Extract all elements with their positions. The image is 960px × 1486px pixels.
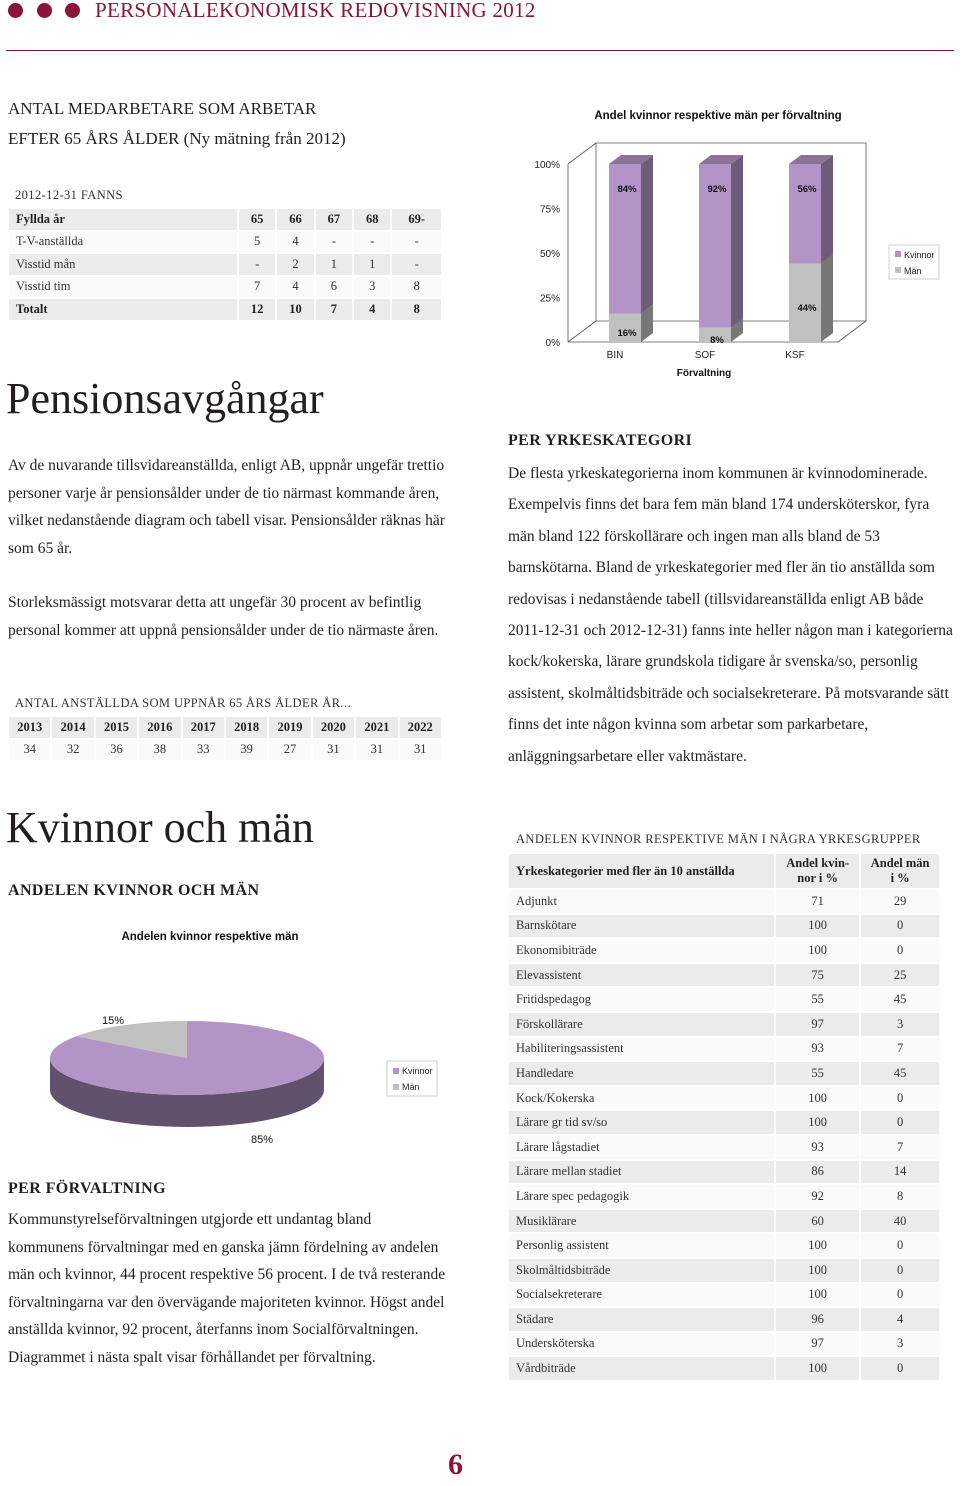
table-row [509, 1111, 939, 1134]
table-cell: 6 [316, 277, 352, 298]
header-andel-kvinnor [776, 854, 859, 888]
bar-ksf-kvinnor [789, 164, 821, 264]
andel-man-value: 0 [861, 1087, 939, 1110]
andel-man-value: 7 [861, 1136, 939, 1159]
page-number: 6 [448, 1448, 463, 1481]
bar-chart-x-label: Förvaltning [676, 368, 732, 379]
table-cell: Totalt [9, 299, 237, 320]
andel-kvinnor-value: 75 [776, 964, 859, 987]
andel-kvinnor-value: 86 [776, 1161, 859, 1184]
table-cell: 27 [269, 740, 310, 761]
andel-kvinnor-value: 100 [776, 939, 859, 962]
bar-legend-swatch-kvinnor [895, 251, 901, 257]
table-row [509, 1136, 939, 1159]
pension-table-label: ANTAL ANSTÄLLDA SOM UPPNÅR 65 ÅRS ÅLDER ÅR... [15, 696, 352, 710]
bar-data-label: 56% [797, 184, 817, 195]
andel-man-value: 0 [861, 1284, 939, 1307]
table-cell: - [239, 254, 275, 275]
table-cell: 7 [316, 299, 352, 320]
yrke-name: Städare [509, 1308, 774, 1331]
x-category-label: KSF [785, 350, 805, 361]
andel-man-value: 4 [861, 1308, 939, 1331]
yrke-name: Elevassistent [509, 964, 774, 987]
table-cell: - [354, 232, 390, 253]
table-cell: 2014 [52, 717, 93, 738]
table-row [9, 299, 441, 320]
andel-kvinnor-value: 55 [776, 1062, 859, 1085]
yrke-name: Förskollärare [509, 1013, 774, 1036]
header-andel-kvinnor-line2: nor i % [797, 871, 838, 885]
yrkeskategori-text: De flesta yrkeskategorierna inom kommunen är kvinnodominerade. Exempelvis finns det bara fem män bland 174 undersköterskor, fyra män bland 122 förskollärare och ingen man alls bland de 53 barnskötarna. Bland de yrkeskategorier med fler än tio anställda som redovisas i nedanstående tabell (tillsvidareanställda enligt AB både 2011-12-31 och 2012-12-31) fanns inte heller någon man i kategorierna kock/kokerska, lärare grundskola tidigare år svenska/so, personlig assistent, skolmåltidsbiträde och socialsekreterare. På motsvarande sätt finns det inte någon kvinna som arbetar som parkarbetare, anläggningsarbetare eller vaktmästare. [508, 465, 953, 765]
pie-label-kvinnor: 85% [251, 1134, 274, 1146]
pie-chart [0, 915, 460, 1155]
table-cell: 2015 [96, 717, 137, 738]
bar-data-label: 8% [710, 334, 724, 346]
table-cell: 69- [392, 209, 441, 230]
yrke-name: Fritidspedagog [509, 988, 774, 1011]
bar-chart-title: Andel kvinnor respektive män per förvaltning [594, 110, 842, 122]
gender-subheading: ANDELEN KVINNOR OCH MÄN [8, 882, 260, 899]
table-cell: - [392, 232, 441, 253]
yrke-name: Kock/Kokerska [509, 1087, 774, 1110]
table-row [509, 1210, 939, 1233]
yrke-name: Lärare mellan stadiet [509, 1161, 774, 1184]
table-row [9, 254, 441, 275]
header-yrkeskategori: Yrkeskategorier med fler än 10 anställda [509, 854, 774, 888]
andel-man-value: 3 [861, 1013, 939, 1036]
gender-title: Kvinnor och män [6, 803, 314, 852]
andel-kvinnor-value: 55 [776, 988, 859, 1011]
table-row [509, 1284, 939, 1307]
y-tick-label: 25% [539, 293, 560, 305]
bar-data-label: 92% [707, 184, 727, 195]
table-row [509, 890, 939, 913]
table-cell: 36 [96, 740, 137, 761]
andel-man-value: 0 [861, 1234, 939, 1257]
header-andel-man-line2: i % [890, 871, 910, 885]
table-row [509, 1062, 939, 1085]
andel-man-value: 0 [861, 915, 939, 938]
table-row [9, 232, 441, 253]
bar-legend-kvinnor: Kvinnor [904, 250, 935, 260]
table-cell: 67 [316, 209, 352, 230]
pie-legend-kvinnor: Kvinnor [402, 1066, 433, 1076]
table-cell: 2016 [139, 717, 180, 738]
y-tick-label: 75% [539, 204, 560, 216]
table-cell: 2 [277, 254, 313, 275]
yrkes-table-label: ANDELEN KVINNOR RESPEKTIVE MÄN I NÅGRA YRKESGRUPPER [516, 832, 921, 846]
pension-title: Pensionsavgångar [6, 374, 324, 423]
table-cell: 12 [239, 299, 275, 320]
pie-legend-man: Män [402, 1082, 420, 1092]
over65-heading-line2: EFTER 65 ÅRS ÅLDER (Ny mätning från 2012) [8, 129, 346, 148]
yrke-name: Skolmåltidsbiträde [509, 1259, 774, 1282]
table-cell: 66 [277, 209, 313, 230]
andel-kvinnor-value: 100 [776, 915, 859, 938]
table-cell: 31 [400, 740, 441, 761]
table-cell: Visstid tim [9, 277, 237, 298]
pension-paragraph-2: Storleksmässigt motsvarar detta att ungefär 30 procent av befintlig personal kommer att uppnå pensionsålder under de tio närmaste åren. [8, 594, 439, 639]
andel-man-value: 7 [861, 1038, 939, 1061]
andel-kvinnor-value: 96 [776, 1308, 859, 1331]
pie-legend-swatch-man [393, 1084, 399, 1090]
table-cell: 10 [277, 299, 313, 320]
header-divider [6, 50, 954, 51]
per-forvaltning-text: Kommunstyrelseförvaltningen utgjorde ett undantag bland kommunens förvaltningar med en ganska jämn fördelning av andelen män och kvinnor, 44 procent respektive 56 procent. I de två resterande förvaltningarna var den övervägande majoriteten kvinnor. Högst andel anställda kvinnor, 92 procent, återfanns inom Socialförvaltningen. Diagrammet i nästa spalt visar förhållandet per förvaltning. [8, 1211, 446, 1366]
andel-kvinnor-value: 100 [776, 1284, 859, 1307]
andel-kvinnor-value: 100 [776, 1357, 859, 1380]
andel-man-value: 0 [861, 1259, 939, 1282]
table-cell: 39 [226, 740, 267, 761]
pie-legend-swatch-kvinnor [393, 1068, 399, 1074]
x-category-label: SOF [694, 350, 716, 361]
andel-man-value: 0 [861, 1357, 939, 1380]
yrkes-table-body [509, 890, 939, 1380]
table-cell: 2013 [9, 717, 50, 738]
y-tick-label: 0% [545, 338, 560, 349]
andel-kvinnor-value: 97 [776, 1013, 859, 1036]
table-row [509, 915, 939, 938]
bar-data-label: 16% [617, 327, 637, 339]
over65-table [7, 207, 443, 322]
andel-kvinnor-value: 100 [776, 1259, 859, 1282]
andel-man-value: 0 [861, 1111, 939, 1134]
over65-heading-line1: ANTAL MEDARBETARE SOM ARBETAR [8, 99, 317, 118]
yrke-name: Personlig assistent [509, 1234, 774, 1257]
bar-data-label: 84% [617, 184, 637, 195]
pension-years-table [7, 715, 443, 762]
table-cell: 33 [183, 740, 224, 761]
table-header-row [509, 854, 939, 888]
table-cell: T-V-anställda [9, 232, 237, 253]
table-cell: 8 [392, 299, 441, 320]
yrke-name: Ekonomibiträde [509, 939, 774, 962]
yrke-name: Undersköterska [509, 1333, 774, 1356]
andel-man-value: 3 [861, 1333, 939, 1356]
yrke-name: Barnskötare [509, 915, 774, 938]
table-row [509, 1234, 939, 1257]
table-row [509, 1161, 939, 1184]
table-row [9, 717, 441, 738]
table-cell: 1 [354, 254, 390, 275]
header-andel-kvinnor-line1: Andel kvin- [786, 856, 850, 870]
yrke-name: Socialsekreterare [509, 1284, 774, 1307]
yrke-name: Lärare lågstadiet [509, 1136, 774, 1159]
table-cell: 31 [356, 740, 397, 761]
yrke-name: Handledare [509, 1062, 774, 1085]
andel-kvinnor-value: 60 [776, 1210, 859, 1233]
table-row [9, 209, 441, 230]
header-andel-man [861, 854, 939, 888]
table-cell: 4 [354, 299, 390, 320]
table-cell: Visstid mån [9, 254, 237, 275]
andel-kvinnor-value: 100 [776, 1234, 859, 1257]
andel-man-value: 45 [861, 988, 939, 1011]
pension-paragraph-1: Av de nuvarande tillsvidareanställda, enligt AB, uppnår ungefär trettio personer varje år pensionsålder under de tio närmast kommande åren, vilket nedanstående diagram och tabell visar. Pensionsålder räknas här som 65 år. [8, 457, 445, 557]
bar-side [821, 255, 833, 342]
pie-chart-title: Andelen kvinnor respektive män [121, 931, 299, 943]
table-cell: 8 [392, 277, 441, 298]
bar-side [821, 155, 833, 264]
table-row [509, 1185, 939, 1208]
table-cell: Fyllda år [9, 209, 237, 230]
x-category-label: BIN [606, 350, 624, 361]
table-cell: 1 [316, 254, 352, 275]
bar-chart-y-ticks [534, 160, 560, 349]
table-row [509, 1308, 939, 1331]
table-cell: 31 [313, 740, 354, 761]
table-cell: 2020 [313, 717, 354, 738]
andel-man-value: 29 [861, 890, 939, 913]
table-cell: 2022 [400, 717, 441, 738]
yrkeskategori-heading: PER YRKESKATEGORI [508, 432, 693, 449]
andel-kvinnor-value: 92 [776, 1185, 859, 1208]
table-cell: - [392, 254, 441, 275]
y-tick-label: 50% [539, 249, 560, 260]
andel-kvinnor-value: 71 [776, 890, 859, 913]
yrke-name: Vårdbiträde [509, 1357, 774, 1380]
table-cell: 2018 [226, 717, 267, 738]
andel-kvinnor-value: 100 [776, 1087, 859, 1110]
bar-data-label: 44% [797, 302, 817, 314]
table-row [509, 964, 939, 987]
y-tick-label: 100% [534, 160, 560, 171]
table-cell: 2019 [269, 717, 310, 738]
table-cell: 32 [52, 740, 93, 761]
page-header-title: PERSONALEKONOMISK REDOVISNING 2012 [95, 0, 536, 22]
table-row [509, 1259, 939, 1282]
table-row [509, 1357, 939, 1380]
yrke-name: Lärare gr tid sv/so [509, 1111, 774, 1134]
table-row [509, 988, 939, 1011]
per-forvaltning-heading: PER FÖRVALTNING [8, 1180, 166, 1197]
bar-chart-categories [607, 350, 805, 361]
table-cell: 5 [239, 232, 275, 253]
andel-kvinnor-value: 93 [776, 1038, 859, 1061]
table-cell: 2021 [356, 717, 397, 738]
yrke-name: Lärare spec pedagogik [509, 1185, 774, 1208]
table-row [9, 740, 441, 761]
table-row [509, 1038, 939, 1061]
bar-chart-bars [609, 155, 833, 346]
table-cell: 34 [9, 740, 50, 761]
table-cell: 2017 [183, 717, 224, 738]
andel-man-value: 40 [861, 1210, 939, 1233]
andel-kvinnor-value: 100 [776, 1111, 859, 1134]
yrke-name: Habiliteringsassistent [509, 1038, 774, 1061]
bar-legend-swatch-man [895, 267, 901, 273]
pie-label-man: 15% [102, 1015, 125, 1027]
andel-man-value: 0 [861, 939, 939, 962]
table-cell: 65 [239, 209, 275, 230]
header-dot-3 [65, 3, 80, 18]
table-row [509, 939, 939, 962]
header-dot-1 [8, 3, 23, 18]
andel-man-value: 14 [861, 1161, 939, 1184]
andel-man-value: 8 [861, 1185, 939, 1208]
table-cell: 4 [277, 277, 313, 298]
pie-slices [50, 1021, 324, 1127]
bar-side [731, 155, 743, 328]
over65-table-label: 2012-12-31 FANNS [15, 188, 123, 202]
yrkes-table [507, 852, 941, 1382]
andel-kvinnor-value: 97 [776, 1333, 859, 1356]
yrke-name: Musiklärare [509, 1210, 774, 1233]
table-row [509, 1333, 939, 1356]
table-row [509, 1087, 939, 1110]
table-row [509, 1013, 939, 1036]
andel-man-value: 25 [861, 964, 939, 987]
bar-side [641, 155, 653, 314]
bar-legend-man: Män [904, 266, 922, 276]
header-dot-2 [37, 3, 52, 18]
andel-man-value: 45 [861, 1062, 939, 1085]
yrke-name: Adjunkt [509, 890, 774, 913]
table-cell: - [316, 232, 352, 253]
andel-kvinnor-value: 93 [776, 1136, 859, 1159]
table-cell: 38 [139, 740, 180, 761]
table-cell: 4 [277, 232, 313, 253]
table-cell: 7 [239, 277, 275, 298]
table-cell: 3 [354, 277, 390, 298]
bar-chart [500, 100, 960, 385]
table-row [9, 277, 441, 298]
header-andel-man-line1: Andel män [870, 856, 930, 870]
table-cell: 68 [354, 209, 390, 230]
